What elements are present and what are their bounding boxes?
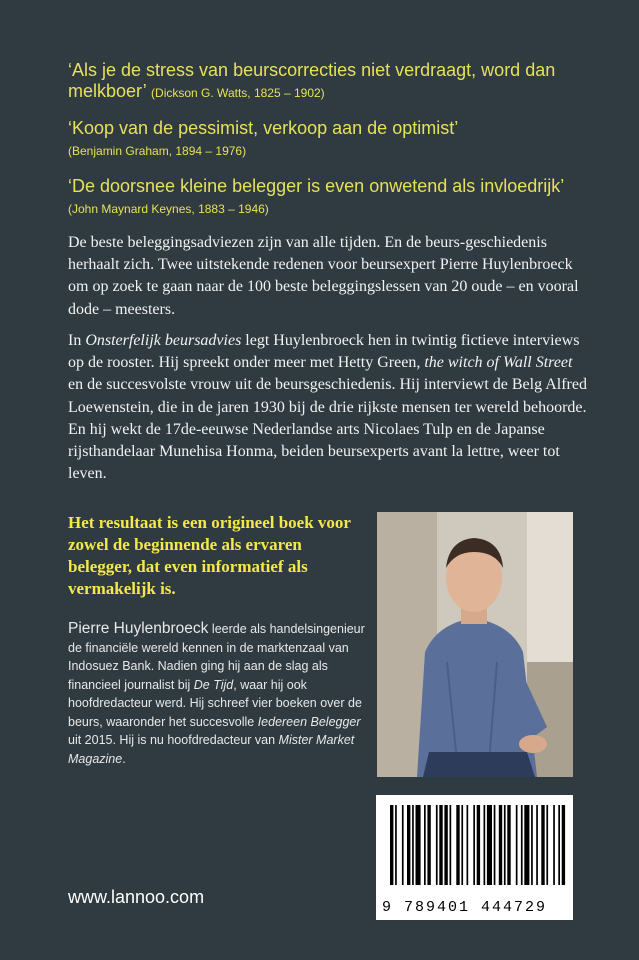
barcode-bar — [487, 805, 492, 885]
barcode — [376, 795, 573, 920]
author-photo — [377, 512, 573, 777]
bio-text-1: leerde als handelsingenieur de financiële wereld kennen in de marktenzaal van Indosuez Bank. Nadien ging hij aan de slag als financieel journalist bij — [68, 622, 365, 692]
barcode-bar — [504, 805, 506, 885]
barcode-bar — [467, 805, 469, 885]
witch-of-wall-street: the witch of Wall Street — [424, 354, 573, 372]
barcode-bar — [390, 805, 393, 885]
bio-de-tijd: De Tijd — [193, 677, 234, 692]
barcode-bar — [531, 805, 533, 885]
barcode-bar — [450, 805, 452, 885]
quote-2 — [68, 118, 588, 162]
barcode-bar — [524, 805, 529, 885]
description-paragraph — [68, 330, 588, 485]
barcode-bar — [484, 805, 486, 885]
barcode-bar — [424, 805, 426, 885]
quote-1-text: ‘Als je de stress van beurscorrecties niet verdraagt, word dan melkboer’ — [68, 60, 556, 101]
barcode-bar — [461, 805, 463, 885]
barcode-bar — [553, 805, 555, 885]
quote-1 — [68, 60, 588, 104]
barcode-bar — [516, 805, 518, 885]
intro-paragraph: De beste beleggingsadviezen zijn van alle tijden. En de beurs-geschiedenis herhaalt zich. Twee uitstekende redenen voor beursexpert Pierre Huylenbroeck om op zoek te gaan naar de 100 beste beleggingslessen van 20 oude – en vooral dode – meesters. — [68, 234, 579, 318]
desc-text-2: legt Huylenbroeck hen in twintig fictieve interviews op de rooster. Hij spreekt onder meer met Hetty Green, — [68, 332, 580, 372]
barcode-bar — [407, 805, 410, 885]
barcode-bar — [546, 805, 548, 885]
quotes-block — [68, 60, 588, 234]
highlight-text: Het resultaat is een origineel boek voor zowel de beginnende als ervaren belegger, dat even informatief als vermakelijk is. — [68, 513, 351, 598]
quote-1-attribution: (Dickson G. Watts, 1825 – 1902) — [151, 86, 325, 100]
barcode-bar — [444, 805, 447, 885]
barcode-bar — [456, 805, 459, 885]
publisher-website[interactable]: www.lannoo.com — [68, 887, 205, 907]
barcode-bar — [477, 805, 480, 885]
desc-text-1: In — [68, 332, 86, 349]
book-title: Onsterfelijk beursadvies — [85, 332, 242, 349]
barcode-bar — [473, 805, 475, 885]
barcode-bar — [558, 805, 560, 885]
quote-2-text: ‘Koop van de pessimist, verkoop aan de optimist’ — [68, 118, 459, 138]
barcode-bar — [402, 805, 404, 885]
bio-text-3: uit 2015. Hij is nu hoofdredacteur van — [68, 733, 279, 747]
barcode-bar — [412, 805, 414, 885]
barcode-bar — [436, 805, 438, 885]
bio-book-title: Iedereen Belegger — [257, 714, 361, 729]
quote-3 — [68, 176, 588, 220]
barcode-bar — [536, 805, 538, 885]
author-name: Pierre Huylenbroeck — [68, 620, 209, 637]
barcode-bar — [416, 805, 421, 885]
barcode-bar — [541, 805, 544, 885]
barcode-bar — [427, 805, 430, 885]
barcode-bar — [507, 805, 510, 885]
author-bio — [68, 620, 368, 768]
barcode-bar — [562, 805, 565, 885]
barcode-bar — [494, 805, 496, 885]
barcode-bar — [439, 805, 442, 885]
isbn-number: 9 789401 444729 — [382, 899, 548, 916]
bio-magazine: Mister Market Magazine — [68, 733, 355, 766]
quote-3-text: ‘De doorsnee kleine belegger is even onwetend als invloedrijk’ — [68, 176, 564, 196]
bio-text-4: . — [122, 751, 126, 766]
bio-text-2: , waar hij ook hoofdredacteur werd. Hij schreef vier boeken over de beurs, waaronder het succesvolle — [68, 677, 362, 729]
quote-2-attribution: (Benjamin Graham, 1894 – 1976) — [68, 144, 247, 158]
author-portrait-illustration — [377, 512, 573, 777]
quote-3-attribution: (John Maynard Keynes, 1883 – 1946) — [68, 202, 269, 216]
desc-text-3: en de succesvolste vrouw uit de beursgeschiedenis. Hij interviewt de Belg Alfred Loewenstein, die in de jaren 1930 bij de drie rijkste mensen ter wereld behoorde. En hij wekt de 17de-eeuwse Nederlandse arts Nicolaes Tulp en de Japanse rijsthandelaar Munehisa Honma, beiden beursexperts avant la lettre, weer tot leven. — [68, 376, 587, 483]
barcode-bar — [521, 805, 523, 885]
barcode-bar — [499, 805, 502, 885]
barcode-bars — [376, 795, 573, 890]
barcode-bar — [395, 805, 397, 885]
